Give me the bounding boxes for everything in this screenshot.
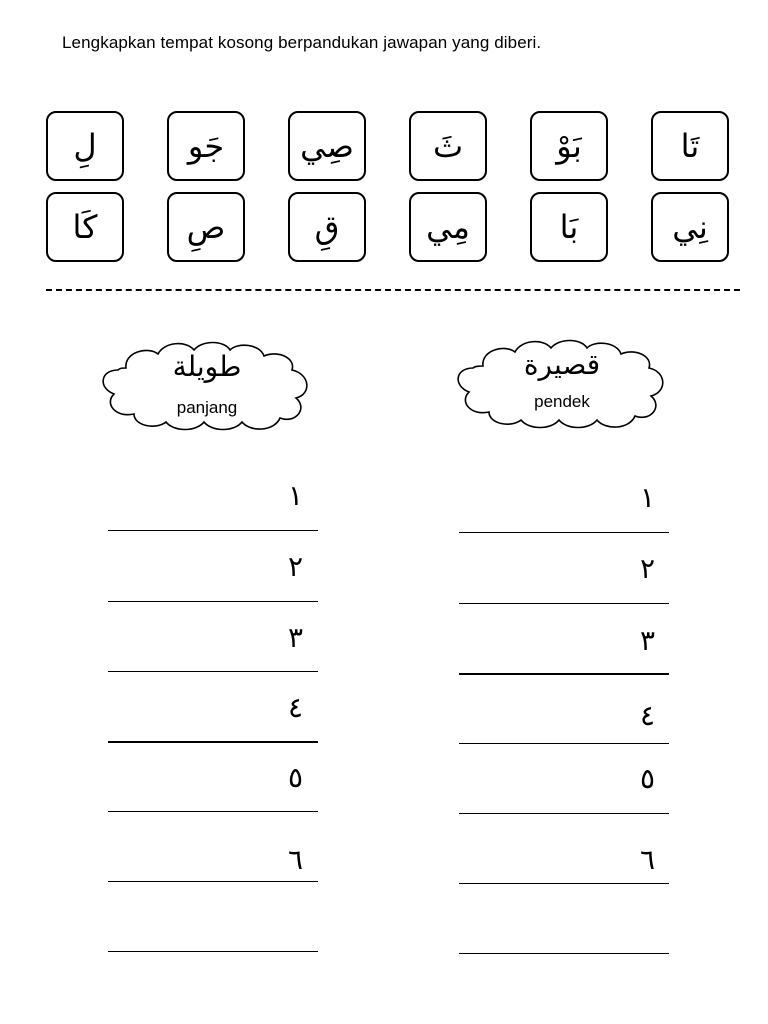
syllable-tile[interactable]: نِي	[651, 192, 729, 262]
syllable-tile[interactable]: مِي	[409, 192, 487, 262]
syllable-tile[interactable]: ثَ	[409, 111, 487, 181]
cloud-arabic-title: قصيرة	[523, 348, 601, 381]
answer-line[interactable]	[108, 671, 318, 672]
item-number: ٦	[288, 843, 304, 876]
answer-line[interactable]	[459, 673, 669, 675]
answer-line[interactable]	[108, 881, 318, 882]
syllable-tile[interactable]: بَا	[530, 192, 608, 262]
cloud-heading-long	[96, 338, 318, 433]
syllable-tile[interactable]: قِ	[288, 192, 366, 262]
syllable-tile[interactable]: صِ	[167, 192, 245, 262]
instruction-text: Lengkapkan tempat kosong berpandukan jawapan yang diberi.	[62, 33, 542, 52]
answer-line[interactable]	[108, 811, 318, 812]
answer-line[interactable]	[459, 883, 669, 884]
item-number: ٤	[640, 699, 656, 732]
syllable-tile[interactable]: كَا	[46, 192, 124, 262]
syllable-tile[interactable]: تَا	[651, 111, 729, 181]
syllable-tile[interactable]: لِ	[46, 111, 124, 181]
item-number: ٥	[640, 762, 656, 795]
item-number: ١	[288, 479, 304, 512]
item-number: ٤	[288, 691, 304, 724]
cloud-heading-short	[453, 338, 671, 430]
answer-line[interactable]	[108, 530, 318, 531]
item-number: ٢	[640, 552, 656, 585]
item-number: ٢	[288, 550, 304, 583]
dashed-divider	[46, 289, 740, 291]
answer-line[interactable]	[459, 953, 669, 954]
cloud-malay-label: panjang	[176, 398, 238, 417]
syllable-tile[interactable]: جَو	[167, 111, 245, 181]
syllable-tile[interactable]: بَوْ	[530, 111, 608, 181]
answer-line[interactable]	[459, 532, 669, 533]
answer-line[interactable]	[459, 603, 669, 604]
answer-line[interactable]	[459, 813, 669, 814]
answer-line[interactable]	[108, 741, 318, 743]
cloud-arabic-title: طويلة	[172, 350, 242, 383]
item-number: ٦	[640, 843, 656, 876]
answer-line[interactable]	[108, 601, 318, 602]
cloud-malay-label: pendek	[534, 392, 590, 411]
item-number: ١	[640, 481, 656, 514]
answer-line[interactable]	[108, 951, 318, 952]
item-number: ٣	[288, 621, 304, 654]
item-number: ٥	[288, 761, 304, 794]
answer-line[interactable]	[459, 743, 669, 744]
syllable-tile[interactable]: صِي	[288, 111, 366, 181]
item-number: ٣	[640, 624, 656, 657]
